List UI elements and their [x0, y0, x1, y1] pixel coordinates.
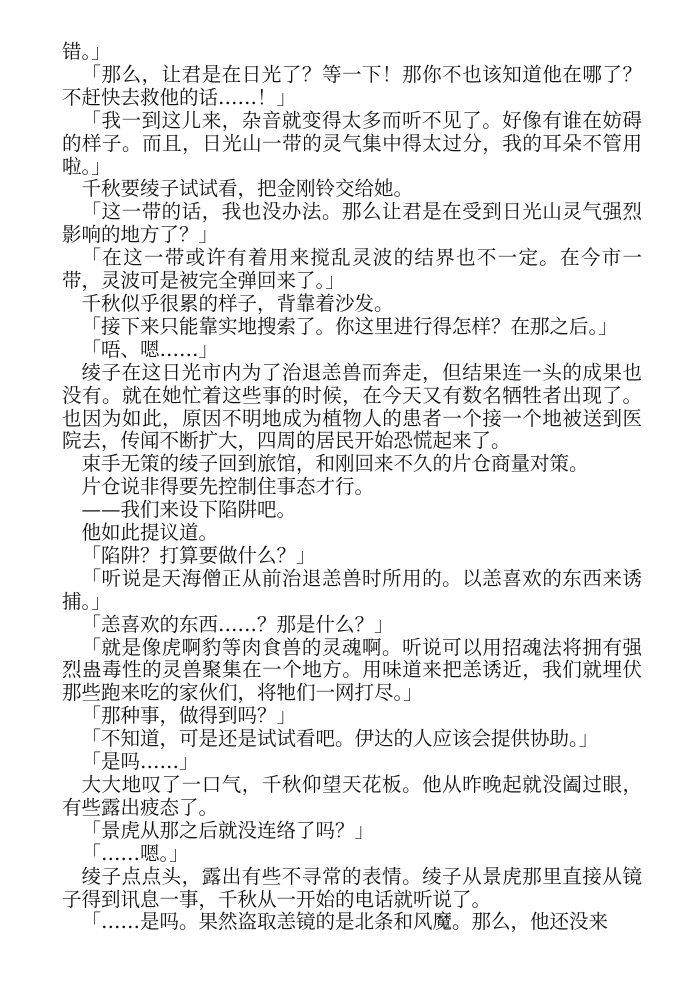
paragraph: 千秋似乎很累的样子，背靠着沙发。: [81, 291, 394, 315]
paragraph: ——我们来设下陷阱吧。: [81, 498, 297, 522]
paragraph: 「这一带的话，我也没办法。那么让君是在受到日光山灵气强烈影响的地方了？」: [62, 200, 642, 247]
paragraph: 「不知道，可是还是试试看吧。伊达的人应该会提供协助。」: [81, 727, 599, 751]
paragraph: 「……嗯。」: [81, 841, 189, 865]
paragraph: 「那种事，做得到吗？」: [81, 704, 297, 728]
paragraph: 片仓说非得要先控制住事态才行。: [81, 475, 375, 499]
paragraph: 大大地叹了一口气，千秋仰望天花板。他从昨晚起就没阖过眼，有些露出疲态了。: [62, 773, 642, 819]
paragraph: 「是吗……」: [81, 750, 199, 774]
page-body: [62, 41, 642, 934]
paragraph: 「就是像虎啊豹等肉食兽的灵魂啊。听说可以用招魂法将拥有强烈蛊毒性的灵兽聚集在一个地方。用味道来把恙诱近，我们就埋伏那些跑来吃的家伙们，将牠们一网打尽。」: [62, 635, 642, 705]
paragraph: 束手无策的绫子回到旅馆，和刚回来不久的片仓商量对策。: [81, 452, 589, 476]
paragraph: 「那么，让君是在日光了？等一下！那你不也该知道他在哪了？不赶快去救他的话……！」: [62, 62, 642, 109]
paragraph: 「……是吗。果然盗取恙镜的是北条和风魔。那么，他还没来: [81, 910, 609, 934]
paragraph: 「接下来只能靠实地搜索了。你这里进行得怎样？在那之后。」: [81, 314, 618, 338]
paragraph: 他如此提议道。: [81, 521, 219, 545]
paragraph: 错。」: [62, 40, 111, 63]
paragraph: 「恙喜欢的东西……？那是什么？」: [81, 612, 394, 636]
paragraph: 「我一到这儿来，杂音就变得太多而听不见了。好像有谁在妨碍的样子。而且，日光山一带的灵气集中得太过分，我的耳朵不管用啦。」: [62, 108, 642, 178]
paragraph: 绫子在这日光市内为了治退恙兽而奔走，但结果连一头的成果也没有。就在她忙着这些事的时候，在今天又有数名牺牲者出现了。也因为如此，原因不明地成为植物人的患者一个接一个地被送到医院去，传闻不断扩大，四周的居民开始恐慌起来了。: [62, 360, 642, 453]
paragraph: 千秋要绫子试试看，把金刚铃交给她。: [81, 177, 414, 201]
paragraph: 绫子点点头，露出有些不寻常的表情。绫子从景虎那里直接从镜子得到讯息一事，千秋从一开始的电话就听说了。: [62, 864, 642, 911]
paragraph: 「在这一带或许有着用来搅乱灵波的结界也不一定。在今市一带，灵波可是被完全弹回来了。」: [62, 246, 642, 293]
paragraph: 「唔、嗯……」: [81, 337, 219, 361]
paragraph: 「听说是天海僧正从前治退恙兽时所用的。以恙喜欢的东西来诱捕。」: [62, 566, 642, 613]
paragraph: 「景虎从那之后就没连络了吗？」: [81, 818, 375, 842]
paragraph: 「陷阱？打算要做什么？」: [81, 543, 316, 567]
